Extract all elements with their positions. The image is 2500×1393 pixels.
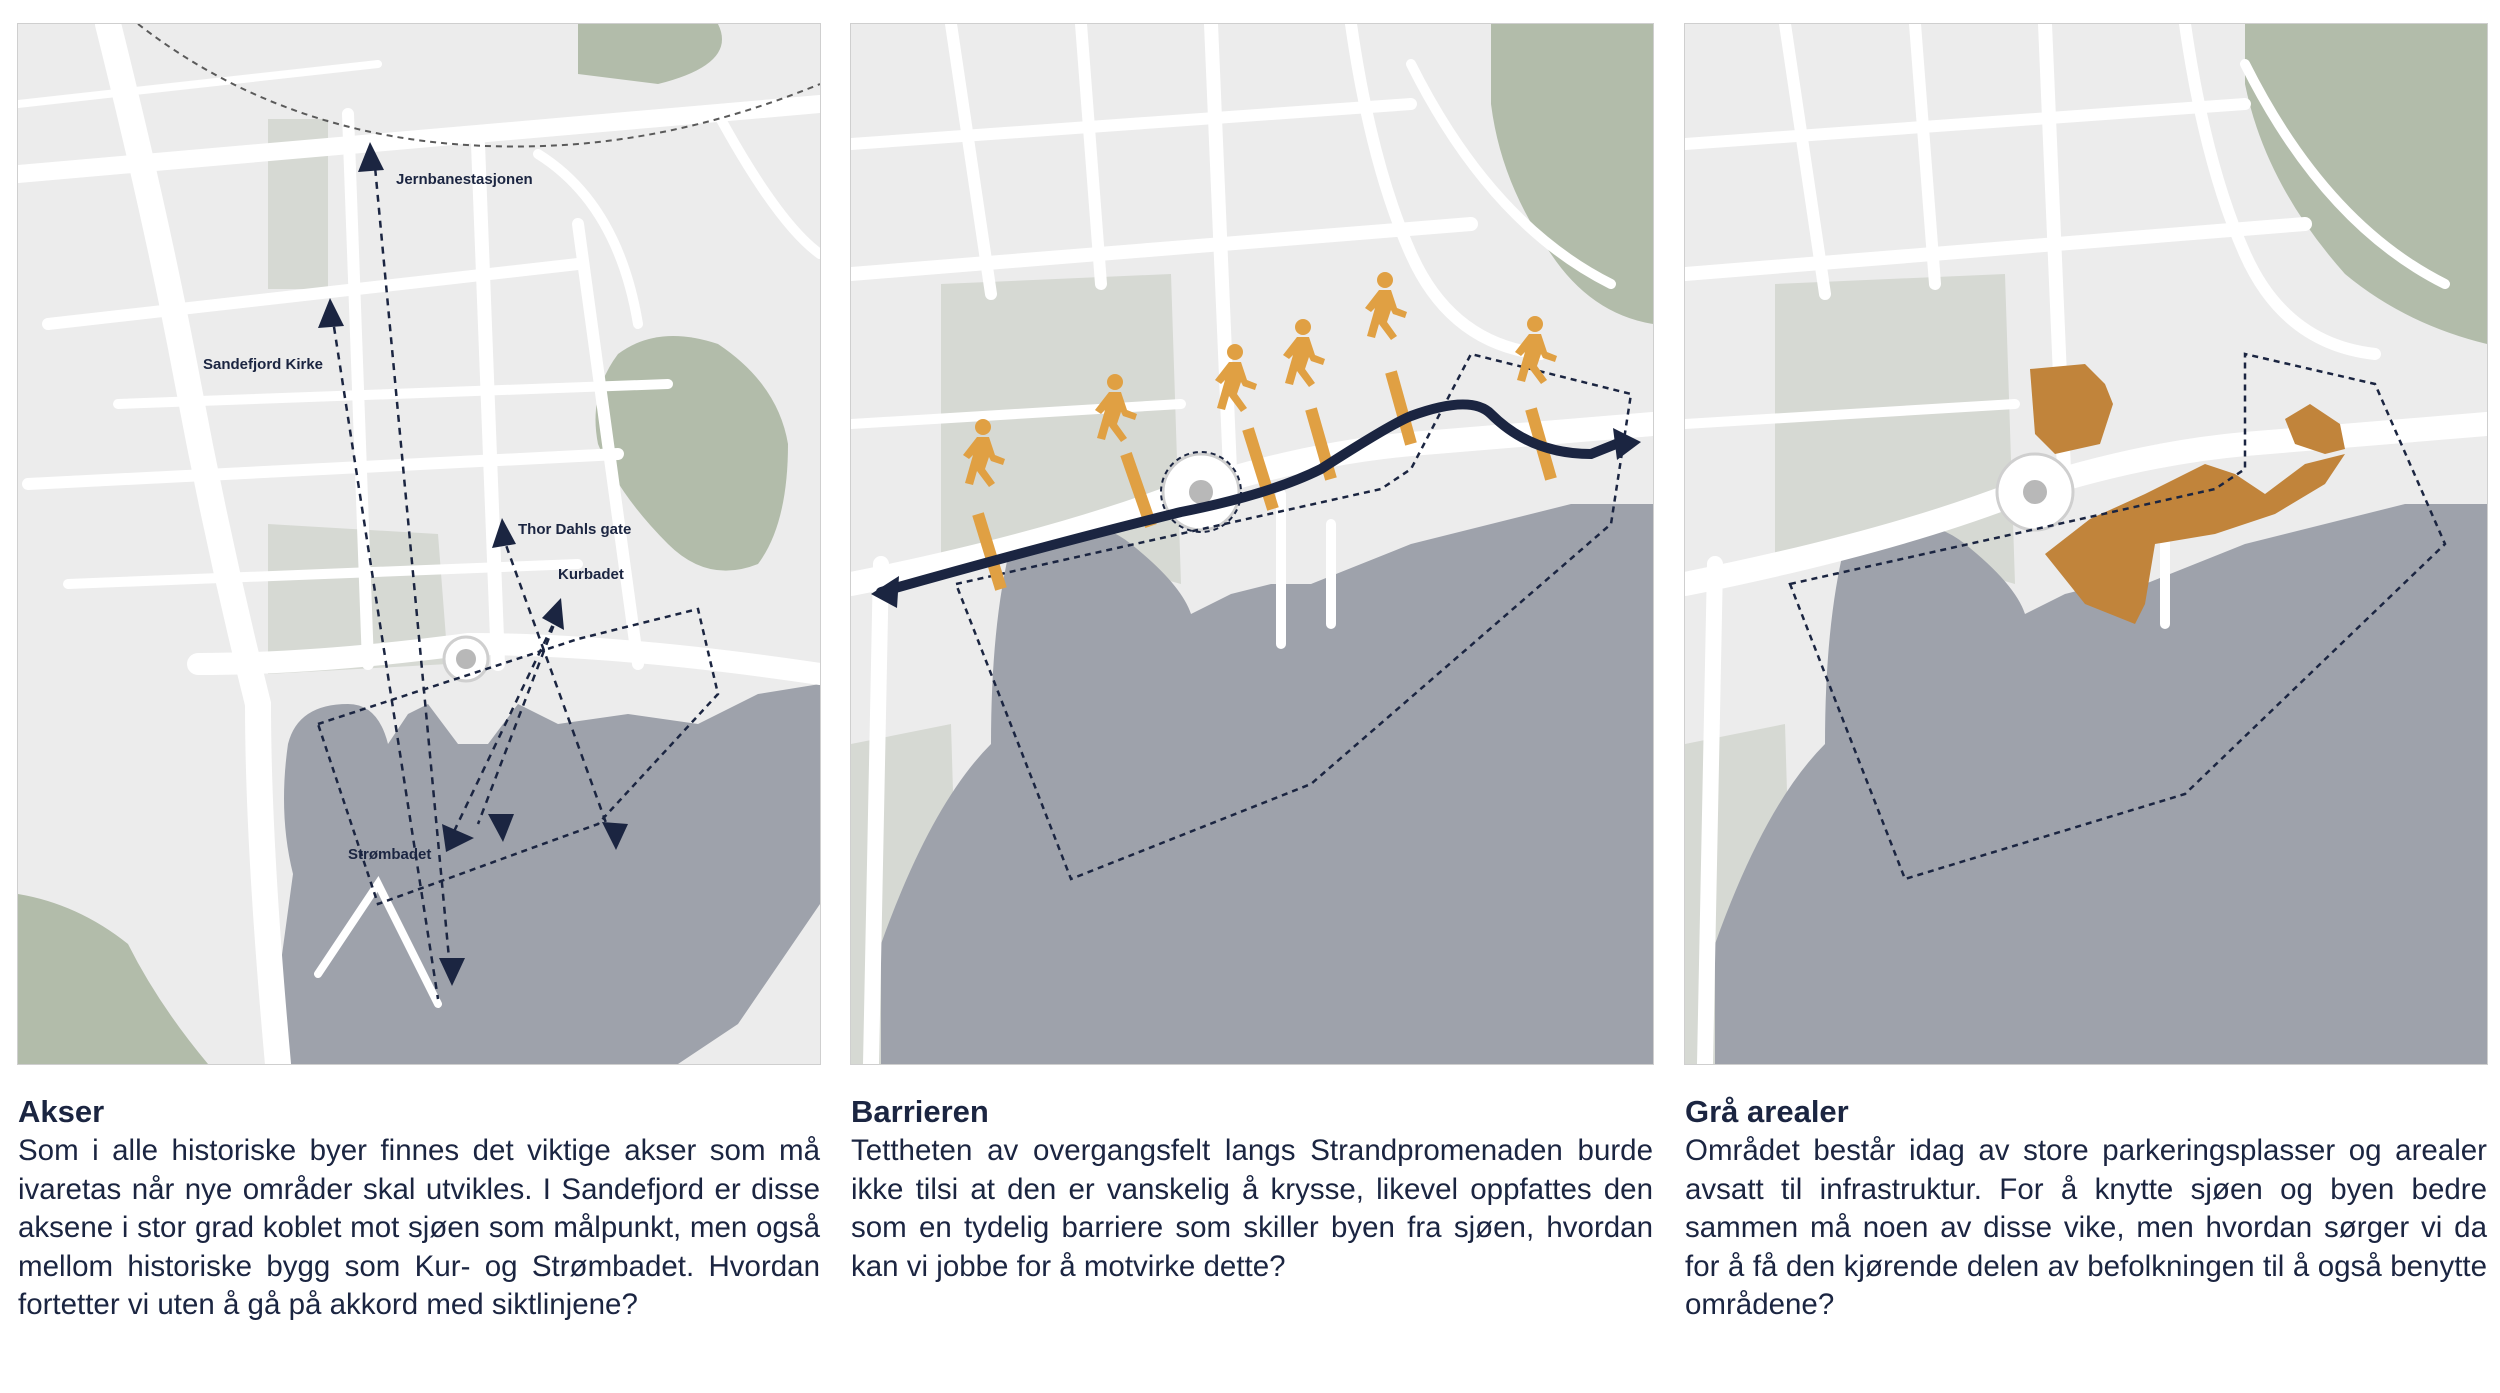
label-sandefjord-kirke: Sandefjord Kirke — [203, 356, 324, 373]
map-panel-gra-arealer — [1685, 24, 2487, 1064]
caption-text: Tettheten av overgangsfelt langs Strandpromenaden burde ikke tilsi at den er vanskelig å krysse, likevel oppfattes den som en tydelig barriere som skiller byen fra sjøen, hvordan kan vi jobbe for å motvirke dette? — [851, 1134, 1653, 1283]
caption-title: Barrieren — [851, 1094, 989, 1129]
caption-gra-arealer — [1685, 1092, 2487, 1325]
label-thor-dahls-gate: Thor Dahls gate — [518, 521, 632, 538]
caption-title: Grå arealer — [1685, 1094, 1849, 1129]
caption-text: Som i alle historiske byer finnes det viktige akser som må ivaretas når nye områder skal utvikles. I Sandefjord er disse aksene i stor grad koblet mot sjøen som målpunkt, men også mellom historiske bygg som Kur- og Strømbadet. Hvordan fortetter vi uten å gå på akkord med siktlinjene? — [18, 1134, 820, 1321]
map-akser — [18, 24, 820, 1064]
label-strombadet: Strømbadet — [348, 846, 432, 863]
label-jernbanestasjonen: Jernbanestasjonen — [396, 171, 533, 188]
caption-text: Området består idag av store parkeringsplasser og arealer avsatt til infrastruktur. For å knytte sjøen og byen bedre sammen må noen av disse vike, men hvordan sørger vi da for å få den kjørende delen av befolkningen til å også benytte områdene? — [1685, 1134, 2487, 1321]
roundabout-center — [2023, 480, 2047, 504]
roundabout-center — [1189, 480, 1213, 504]
map-gra-arealer — [1685, 24, 2487, 1064]
caption-barrieren — [851, 1092, 1653, 1286]
label-kurbadet: Kurbadet — [558, 566, 624, 583]
caption-akser — [18, 1092, 820, 1325]
map-panel-barrieren — [851, 24, 1653, 1064]
caption-title: Akser — [18, 1094, 105, 1129]
map-panel-akser — [18, 24, 820, 1064]
water — [268, 684, 820, 1064]
roundabout-center — [456, 649, 476, 669]
map-barrieren — [851, 24, 1653, 1064]
